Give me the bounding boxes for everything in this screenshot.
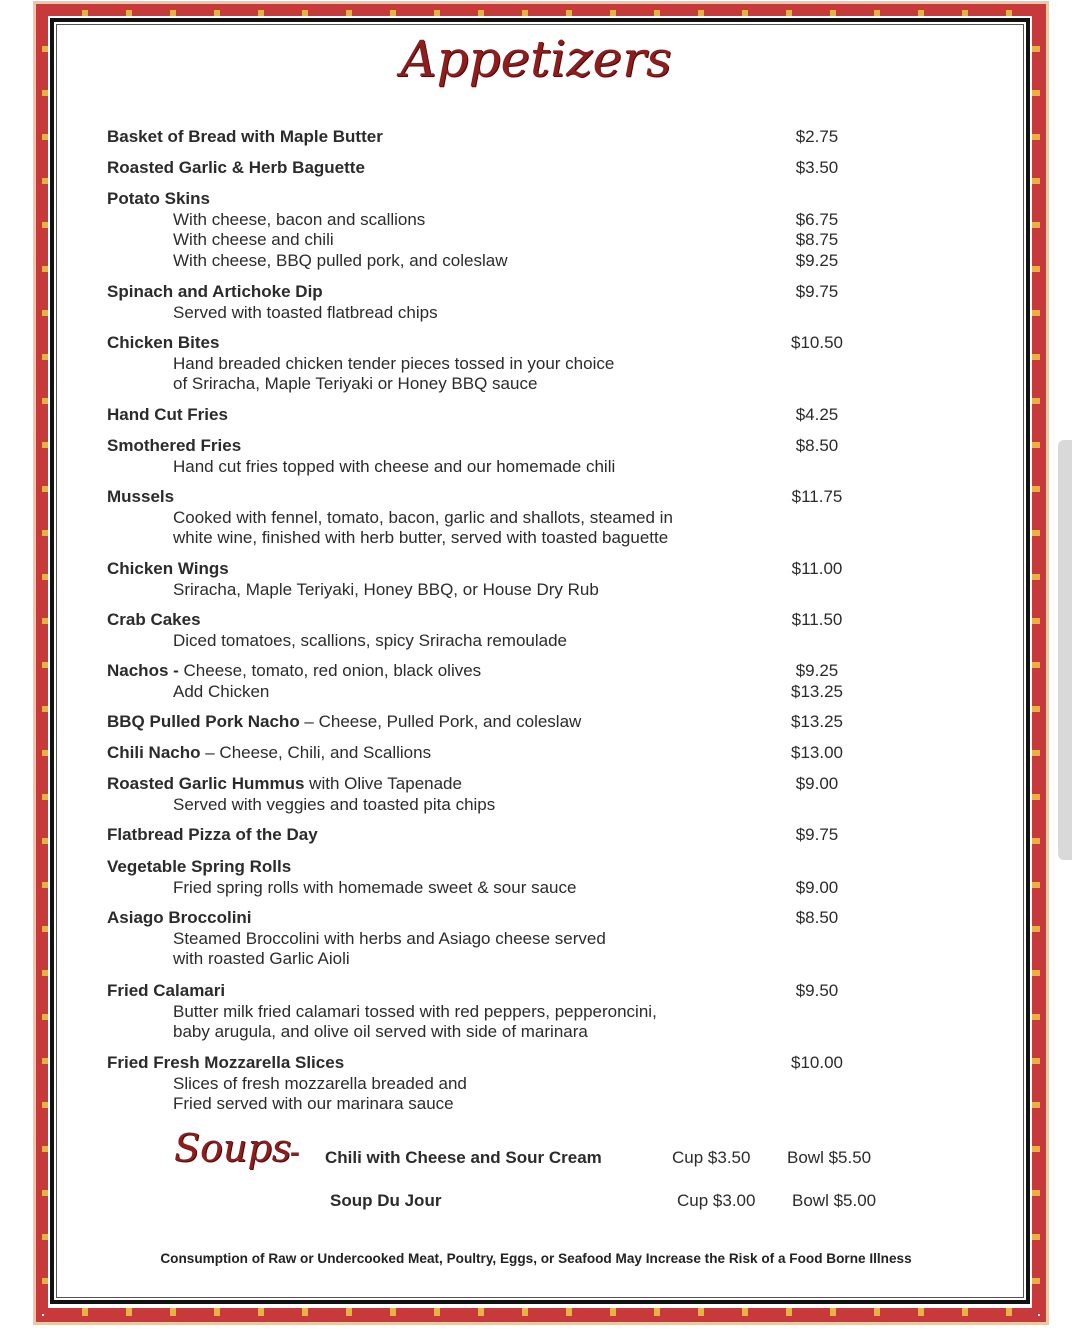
menu-item-price: $11.00: [791, 559, 843, 578]
menu-item: [107, 487, 967, 549]
menu-item-price: $13.25: [791, 712, 843, 731]
menu-item-price: $9.00: [795, 877, 839, 897]
menu-item-description: Diced tomatoes, scallions, spicy Sriracha remoulade: [173, 630, 568, 650]
menu-item-name: Vegetable Spring Rolls: [107, 857, 292, 876]
menu-item: [107, 189, 967, 271]
health-disclaimer: Consumption of Raw or Undercooked Meat, Poultry, Eggs, or Seafood May Increase the Risk of a Food Borne Illness: [160, 1251, 912, 1266]
menu-item-name: Nachos -: [107, 661, 179, 680]
menu-item-prices: [757, 825, 877, 846]
menu-item-prices: [757, 282, 877, 303]
menu-item-name: Roasted Garlic & Herb Baguette: [107, 158, 365, 177]
scroll-tab: [1058, 440, 1072, 860]
menu-item-prices: [757, 158, 877, 179]
menu-item-description: Sriracha, Maple Teriyaki, Honey BBQ, or House Dry Rub: [173, 579, 599, 599]
menu-item-price: $3.50: [795, 158, 839, 177]
menu-item: [107, 774, 967, 815]
menu-item: [107, 743, 967, 764]
menu-item-name: Fried Calamari: [107, 981, 226, 1000]
menu-item-name: Chicken Bites: [107, 333, 220, 352]
menu-item-description: Served with toasted flatbread chips: [173, 302, 438, 322]
menu-item-price: $9.75: [795, 825, 839, 844]
menu-item-price: $8.75: [795, 230, 839, 250]
menu-item-name: Spinach and Artichoke Dip: [107, 282, 323, 301]
menu-item-name: Basket of Bread with Maple Butter: [107, 127, 383, 146]
menu-item-suffix: – Cheese, Chili, and Scallions: [200, 743, 432, 762]
menu-item-price: $9.25: [795, 250, 839, 270]
menu-item-price: $9.75: [795, 282, 839, 301]
menu-item: [107, 559, 967, 600]
menu-item-name: Chili Nacho: [107, 743, 201, 762]
menu-item-name: Hand Cut Fries: [107, 405, 228, 424]
menu-item-prices: [757, 127, 877, 148]
menu-item-price: $13.25: [791, 681, 843, 701]
menu-item-description: With cheese and chili: [173, 230, 334, 250]
menu-item-prices: [757, 405, 877, 426]
menu-item-description: Fried served with our marinara sauce: [173, 1094, 454, 1114]
menu-item-name: Potato Skins: [107, 189, 210, 208]
menu-item-price: $9.25: [795, 661, 839, 680]
menu-item: [107, 158, 967, 179]
menu-heading: Appetizers: [400, 30, 672, 88]
menu-item-description: With cheese, BBQ pulled pork, and coleslaw: [173, 250, 508, 270]
soup-bowl-price: Bowl $5.00: [792, 1191, 877, 1210]
menu-item-prices: [757, 774, 877, 795]
menu-item: [107, 712, 967, 733]
menu-item-prices: [757, 1053, 877, 1074]
menu-item-prices: [757, 487, 877, 508]
menu-item-price: $8.50: [795, 436, 839, 455]
menu-item-price: $9.50: [795, 981, 839, 1000]
menu-item-prices: [757, 189, 877, 271]
menu-item-description: With cheese, bacon and scallions: [173, 209, 426, 229]
menu-item-prices: [757, 559, 877, 580]
menu-item: [107, 333, 967, 395]
menu-item-price: $6.75: [795, 209, 839, 229]
soup-cup-price: Cup $3.50: [672, 1148, 751, 1167]
soup-cup-price: Cup $3.00: [677, 1191, 756, 1210]
menu-item-name: Mussels: [107, 487, 175, 506]
menu-item-suffix: Cheese, tomato, red onion, black olives: [178, 661, 482, 680]
menu-item: [107, 405, 967, 426]
soups-heading: Soups: [174, 1126, 292, 1170]
menu-item-price: $2.75: [795, 127, 839, 146]
menu-item-name: BBQ Pulled Pork Nacho: [107, 712, 300, 731]
menu-item-name: Flatbread Pizza of the Day: [107, 825, 318, 844]
menu-item-price: $10.50: [791, 333, 843, 352]
menu-item-prices: [757, 712, 877, 733]
menu-item-description: Hand breaded chicken tender pieces tossed in your choice: [173, 353, 615, 373]
menu-item: [107, 436, 967, 477]
menu-item-description: Hand cut fries topped with cheese and our homemade chili: [173, 456, 616, 476]
menu-item-prices: [757, 743, 877, 764]
menu-item-name: Smothered Fries: [107, 436, 242, 455]
menu-item-prices: [757, 857, 877, 898]
menu-item-suffix: with Olive Tapenade: [304, 774, 462, 793]
menu-item: [107, 282, 967, 323]
menu-item-description: Served with veggies and toasted pita chips: [173, 794, 496, 814]
menu-item-description: of Sriracha, Maple Teriyaki or Honey BBQ sauce: [173, 374, 538, 394]
menu-item-price: $9.00: [795, 774, 839, 793]
soups-dash: -: [290, 1136, 300, 1169]
menu-item: [107, 610, 967, 651]
soup-bowl-price: Bowl $5.50: [787, 1148, 872, 1167]
menu-item-price: $4.25: [795, 405, 839, 424]
menu-item-description: Steamed Broccolini with herbs and Asiago cheese served: [173, 928, 606, 948]
menu-item-description: Butter milk fried calamari tossed with red peppers, pepperoncini,: [173, 1001, 657, 1021]
menu-item-description: baby arugula, and olive oil served with side of marinara: [173, 1022, 588, 1042]
soup-name: Soup Du Jour: [330, 1191, 442, 1210]
menu-item-description: Slices of fresh mozzarella breaded and: [173, 1073, 467, 1093]
menu-item: [107, 825, 967, 846]
soup-name: Chili with Cheese and Sour Cream: [325, 1148, 602, 1167]
menu-item: [107, 661, 967, 702]
menu-item-name: Asiago Broccolini: [107, 908, 252, 927]
menu-item-description: Cooked with fennel, tomato, bacon, garlic and shallots, steamed in: [173, 507, 673, 527]
menu-item-description: Fried spring rolls with homemade sweet & sour sauce: [173, 877, 577, 897]
menu-item-prices: [757, 908, 877, 929]
menu-item-name: Roasted Garlic Hummus: [107, 774, 305, 793]
menu-item-prices: [757, 436, 877, 457]
menu-item: [107, 981, 967, 1043]
menu-item-description: Add Chicken: [173, 681, 270, 701]
menu-item-price: $10.00: [791, 1053, 843, 1072]
menu-item-price: $13.00: [791, 743, 843, 762]
menu-item-suffix: – Cheese, Pulled Pork, and coleslaw: [299, 712, 582, 731]
menu-item-name: Crab Cakes: [107, 610, 201, 629]
menu-item-price: $8.50: [795, 908, 839, 927]
menu-item-price: [757, 857, 877, 878]
menu-item-price: $11.50: [791, 610, 843, 629]
menu-item-name: Fried Fresh Mozzarella Slices: [107, 1053, 345, 1072]
menu-item-description: with roasted Garlic Aioli: [173, 949, 350, 969]
menu-item: [107, 127, 967, 148]
menu-item-name: Chicken Wings: [107, 559, 229, 578]
menu-item: [107, 857, 967, 898]
menu-item-prices: [757, 610, 877, 631]
menu-item-prices: [757, 981, 877, 1002]
menu-item-prices: [757, 333, 877, 354]
menu-item: [107, 1053, 967, 1115]
menu-item-prices: [757, 661, 877, 702]
menu-item-price: [757, 189, 877, 210]
menu-item-description: white wine, finished with herb butter, served with toasted baguette: [173, 528, 669, 548]
menu-item: [107, 908, 967, 970]
menu-item-price: $11.75: [791, 487, 843, 506]
